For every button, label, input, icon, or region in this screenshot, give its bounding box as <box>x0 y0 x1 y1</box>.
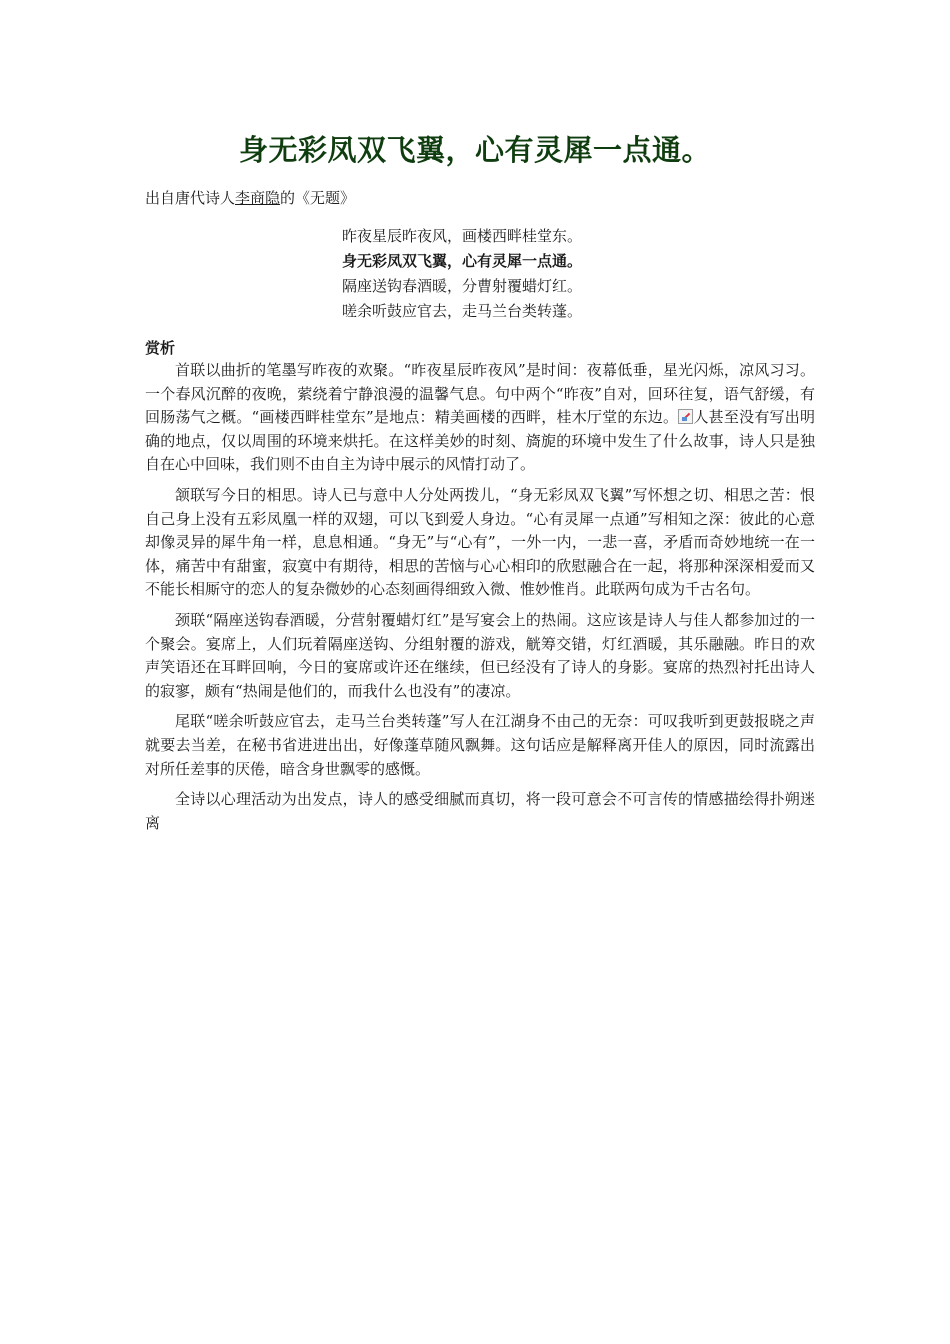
paragraph-text: 人甚至没有写出明确的地点，仅以周围的环境来烘托。在这样美妙的时刻、旖旎的环境中发生了什么故事，诗人只是独自在心中回味，我们则不由自主为诗中展示的风情打动了。 <box>145 408 815 474</box>
analysis-paragraph: 颔联写今日的相思。诗人已与意中人分处两拨儿，“身无彩凤双飞翼”写怀想之切、相思之苦：恨自己身上没有五彩凤凰一样的双翅，可以飞到爱人身边。“心有灵犀一点通”写相知之深：彼此的心意却像灵异的犀牛角一样，息息相通。“身无”与“心有”，一外一内，一悲一喜，矛盾而奇妙地统一在一体，痛苦中有甜蜜，寂寞中有期待，相思的苦恼与心心相印的欣慰融合在一起，将那种深深相爱而又不能长相厮守的恋人的复杂微妙的心态刻画得细致入微、惟妙惟肖。此联两句成为千古名句。 <box>145 485 815 599</box>
source-line <box>145 186 355 210</box>
analysis-paragraph: 尾联“嗟余听鼓应官去，走马兰台类转蓬”写人在江湖身不由己的无奈：可叹我听到更鼓报晓之声就要去当差，在秘书省进进出出，好像蓬草随风飘舞。这句话应是解释离开佳人的原因，同时流露出对所任差事的厌倦，暗含身世飘零的感慨。 <box>145 712 815 778</box>
poem-line: 隔座送钩春酒暖，分曹射覆蜡灯红。 <box>342 277 583 295</box>
analysis-paragraph: 全诗以心理活动为出发点，诗人的感受细腻而真切，将一段可意会不可言传的情感描绘得扑朔迷离 <box>145 790 815 832</box>
broken-image-icon <box>678 409 693 424</box>
analysis-body <box>145 359 815 842</box>
poem-line: 昨夜星辰昨夜风，画楼西畔桂堂东。 <box>342 227 583 245</box>
paragraph-text: 首联以曲折的笔墨写昨夜的欢聚。“昨夜星辰昨夜风”是时间：夜幕低垂，星光闪烁，凉风习习。一个春风沉醉的夜晚，萦绕着宁静浪漫的温馨气息。句中两个“昨夜”自对，回环往复，语气舒缓，有回肠荡气之概。“画楼西畔桂堂东”是地点：精美画楼的西畔，桂木厅堂的东边。 <box>145 361 815 427</box>
poem-line-highlighted: 身无彩凤双飞翼，心有灵犀一点通。 <box>342 252 583 270</box>
author-link[interactable]: 李商隐 <box>235 189 281 207</box>
poem-line: 嗟余听鼓应官去，走马兰台类转蓬。 <box>342 302 583 320</box>
analysis-paragraph: 颈联“隔座送钩春酒暖，分营射覆蜡灯红”是写宴会上的热闹。这应该是诗人与佳人都参加过的一个聚会。宴席上，人们玩着隔座送钩、分组射覆的游戏，觥筹交错，灯红酒暖，其乐融融。昨日的欢声笑语还在耳畔回响，今日的宴席或许还在继续，但已经没有了诗人的身影。宴席的热烈衬托出诗人的寂寥，颇有“热闹是他们的，而我什么也没有”的凄凉。 <box>145 610 815 700</box>
poem-block <box>342 224 642 324</box>
analysis-heading: 赏析 <box>145 339 176 357</box>
source-prefix: 出自唐代诗人 <box>145 189 236 207</box>
page-title: 身无彩凤双飞翼，心有灵犀一点通。 <box>238 133 711 167</box>
source-suffix: 的《无题》 <box>280 189 356 207</box>
analysis-paragraph <box>145 359 815 477</box>
